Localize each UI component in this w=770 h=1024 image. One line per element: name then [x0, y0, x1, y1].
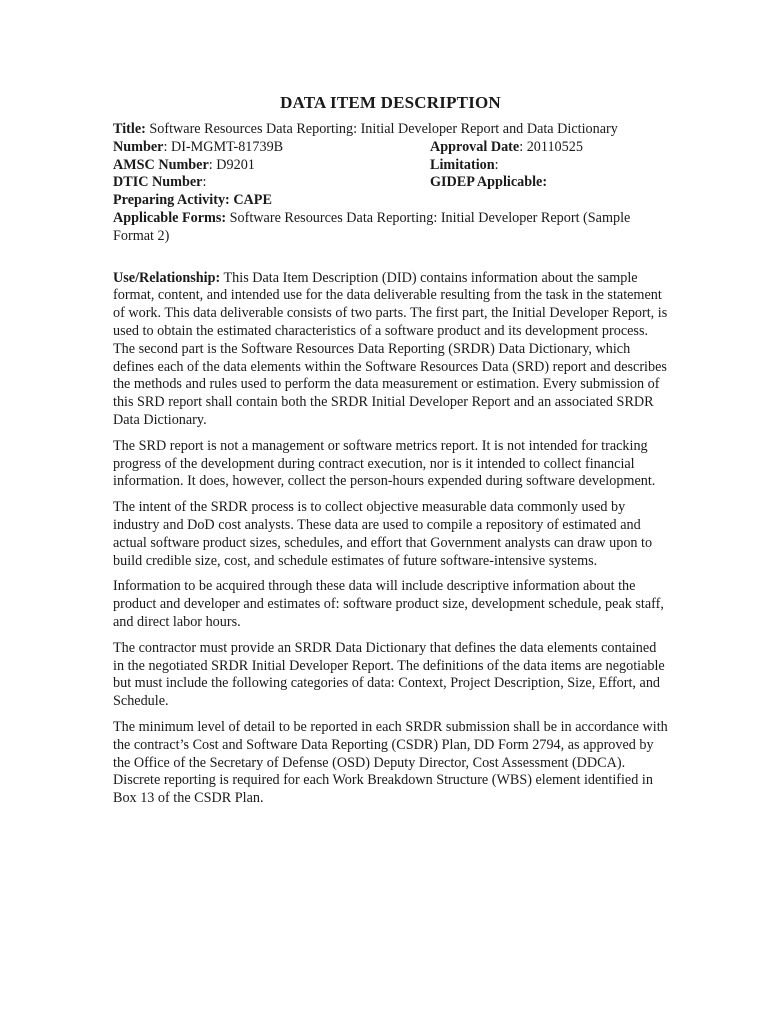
dtic-number-label: DTIC Number	[113, 174, 203, 191]
amsc-number-field	[113, 157, 430, 175]
dtic-number-value: :	[202, 174, 207, 191]
body-paragraph: The SRD report is not a management or software metrics report. It is not intended for tracking progress of the development during contract execution, nor is it intended to collect financial information. It does, however, collect the person-hours expended during software development.	[113, 437, 656, 490]
metadata-block	[113, 121, 668, 246]
limitation-label: Limitation	[430, 156, 495, 173]
number-label: Number	[113, 138, 164, 155]
document-heading: DATA ITEM DESCRIPTION	[280, 93, 501, 112]
preparing-activity-line	[113, 192, 668, 210]
body-paragraph: The contractor must provide an SRDR Data Dictionary that defines the data elements contained in the negotiated SRDR Initial Developer Report. The definitions of the data items are negotiable but must include the following categories of data: Context, Project Description, Size, Effort, and Schedule.	[113, 639, 665, 710]
gidep-field	[430, 174, 547, 192]
amsc-row	[113, 157, 668, 175]
preparing-activity-value: CAPE	[229, 192, 272, 209]
number-row	[113, 139, 668, 157]
body-paragraph: The minimum level of detail to be reported in each SRDR submission shall be in accordance with the contract’s Cost and Software Data Reporting (CSDR) Plan, DD Form 2794, as approved by the Office of the Secretary of Defense (OSD) Deputy Director, Cost Assessment (DDCA). Discrete reporting is required for each Work Breakdown Structure (WBS) element identified in Box 13 of the CSDR Plan.	[113, 718, 668, 807]
amsc-number-value: : D9201	[208, 156, 255, 173]
document-page	[113, 93, 668, 816]
number-value: : DI-MGMT-81739B	[163, 138, 284, 155]
use-relationship-paragraph	[113, 270, 668, 430]
title-label: Title:	[113, 121, 146, 137]
number-field	[113, 139, 430, 157]
dtic-row	[113, 174, 668, 192]
applicable-forms-line	[113, 210, 668, 246]
body-paragraph: The intent of the SRDR process is to collect objective measurable data commonly used by industry and DoD cost analysts. These data are used to compile a repository of estimated and actual software product sizes, schedules, and effort that Government analysts can draw upon to build credible size, cost, and schedule estimates of future software-intensive systems.	[113, 499, 653, 569]
limitation-value: :	[494, 156, 499, 173]
approval-date-label: Approval Date	[430, 138, 520, 155]
body-section	[113, 270, 668, 808]
applicable-forms-label: Applicable Forms:	[113, 209, 227, 226]
title-line	[113, 121, 668, 139]
gidep-label: GIDEP Applicable:	[430, 174, 548, 191]
approval-date-value: : 20110525	[519, 138, 583, 155]
title-value: Software Resources Data Reporting: Initial Developer Report and Data Dictionary	[145, 121, 618, 137]
limitation-field	[430, 157, 499, 175]
approval-date-field	[430, 139, 583, 157]
dtic-number-field	[113, 174, 430, 192]
use-relationship-text: This Data Item Description (DID) contains information about the sample format, content, and intended use for the data deliverable resulting from the task in the statement of work. This data deliverable consists of two parts. The first part, the Initial Developer Report, is used to obtain the estimated characteristics of a software product and its development process. The second part is the Software Resources Data Reporting (SRDR) Data Dictionary, which defines each of the data elements within the Software Resources Data (SRD) report and describes the methods and rules used to perform the data measurement or estimation. Every submission of this SRD report shall contain both the SRDR Initial Developer Report and an associated SRDR Data Dictionary.	[113, 269, 668, 428]
preparing-activity-label: Preparing Activity:	[113, 192, 230, 209]
amsc-number-label: AMSC Number	[113, 156, 209, 173]
body-paragraph: Information to be acquired through these data will include descriptive information about the product and developer and estimates of: software product size, development schedule, peak staff, and direct labor hours.	[113, 578, 664, 630]
use-relationship-label: Use/Relationship:	[113, 269, 221, 286]
applicable-forms-value: Software Resources Data Reporting: Initial Developer Report (Sample Format 2)	[113, 209, 631, 244]
